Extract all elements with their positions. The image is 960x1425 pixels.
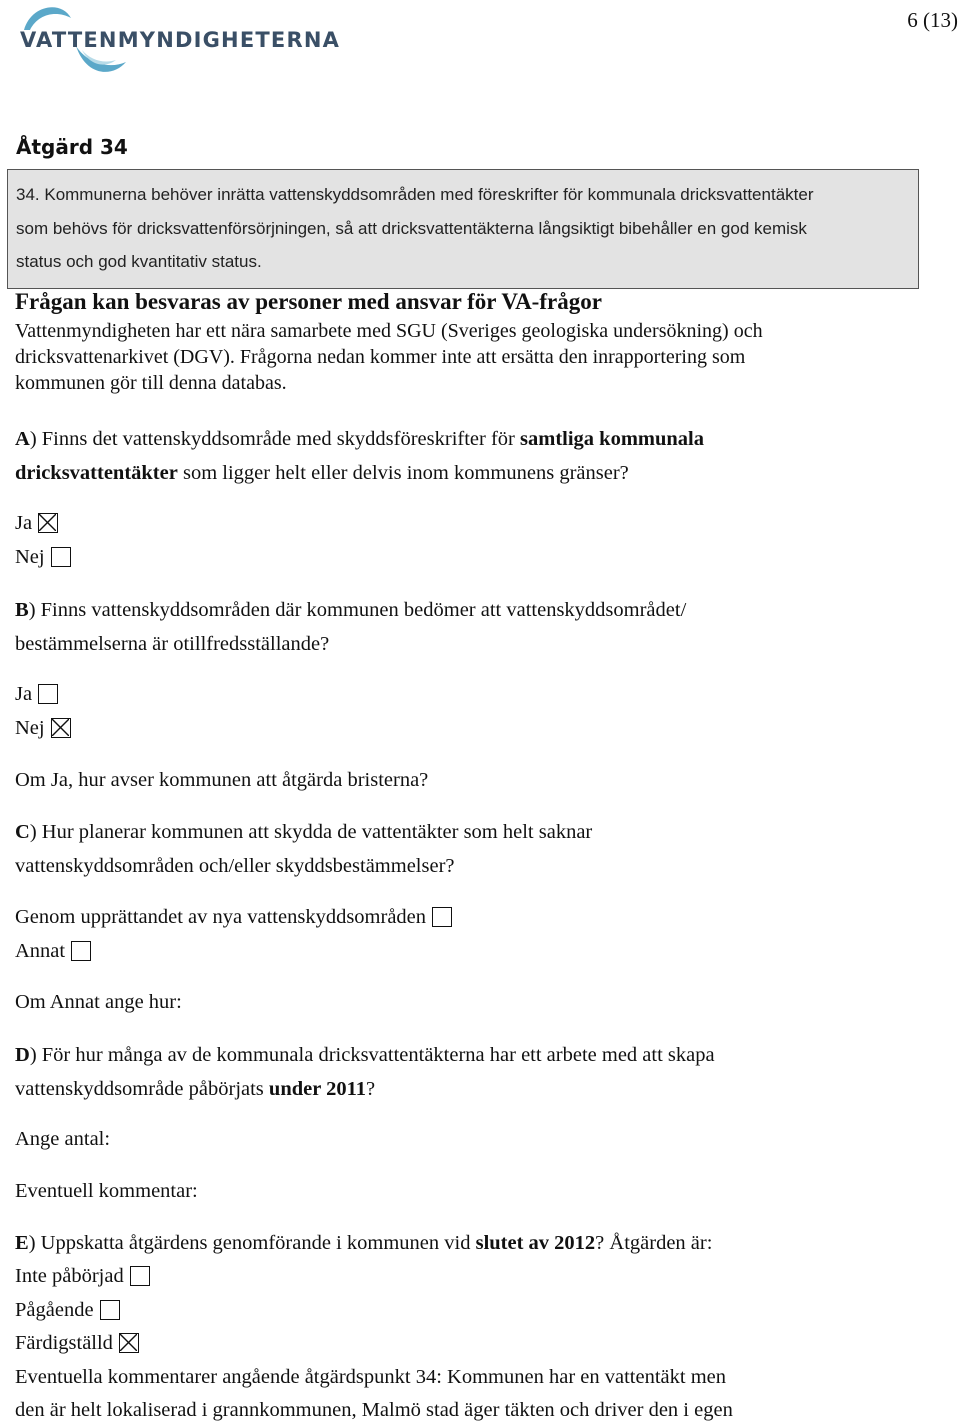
option-e-not-started[interactable] <box>15 1265 150 1288</box>
question-text: ) Finns det vattenskyddsområde med skyddsföreskrifter för <box>29 428 521 450</box>
question-text: ? Åtgärden är: <box>595 1232 713 1254</box>
question-text: ? <box>365 1077 376 1100</box>
option-c-new-areas[interactable] <box>15 906 452 929</box>
option-label: Ja <box>15 683 33 705</box>
measure-description <box>16 178 896 279</box>
measure-line: som behövs för dricksvattenförsörjningen, så att dricksvattentäkterna långsiktigt bibehåller en god kemisk <box>16 218 807 238</box>
question-text: som ligger helt eller delvis inom kommunens gränser? <box>177 461 629 484</box>
option-e-completed[interactable] <box>15 1332 139 1355</box>
question-letter: A <box>15 428 30 450</box>
question-letter: E <box>15 1232 29 1254</box>
option-b-ja[interactable] <box>15 683 58 706</box>
option-a-nej[interactable] <box>15 546 71 569</box>
question-text: ) Uppskatta åtgärdens genomförande i kommunen vid <box>28 1232 476 1254</box>
question-text: ) För hur många av de kommunala dricksvattentäkterna har ett arbete med att skapa <box>29 1044 715 1066</box>
checkbox-unchecked[interactable] <box>51 547 71 567</box>
intro-line: Vattenmyndigheten har ett nära samarbete med SGU (Sveriges geologiska undersökning) och <box>15 320 763 342</box>
count-label: Ange antal: <box>15 1128 111 1150</box>
question-text: vattenskyddsområden och/eller skyddsbestämmelser? <box>15 854 455 877</box>
question-text: vattenskyddsområde påbörjats <box>15 1077 269 1100</box>
checkbox-unchecked[interactable] <box>38 684 58 704</box>
checkbox-unchecked[interactable] <box>71 941 91 961</box>
question-emphasis: samtliga kommunala <box>520 428 704 450</box>
logo <box>16 0 341 80</box>
option-a-ja[interactable] <box>15 512 58 535</box>
measure-line: 34. Kommunerna behöver inrätta vattenskyddsområden med föreskrifter för kommunala dricksvattentäkter <box>16 185 814 204</box>
option-label: Nej <box>15 717 45 739</box>
question-letter: B <box>15 599 29 621</box>
intro-line: dricksvattenarkivet (DGV). Frågorna nedan kommer inte att ersätta den inrapportering som <box>15 346 746 368</box>
intro-text <box>15 318 915 396</box>
measure-heading: Åtgärd 34 <box>16 135 128 159</box>
question-text: bestämmelserna är otillfredsställande? <box>15 632 330 655</box>
question-b <box>15 594 915 661</box>
checkbox-checked[interactable] <box>51 718 71 738</box>
question-emphasis: dricksvattentäkter <box>15 461 178 484</box>
question-emphasis: slutet av 2012 <box>475 1232 596 1254</box>
comments-line: Eventuella kommentarer angående åtgärdspunkt 34: Kommunen har en vattentäkt men <box>15 1366 726 1388</box>
question-d <box>15 1039 915 1106</box>
checkbox-checked[interactable] <box>38 513 58 533</box>
option-e-ongoing[interactable] <box>15 1299 120 1322</box>
checkbox-unchecked[interactable] <box>100 1300 120 1320</box>
question-b-followup: Om Ja, hur avser kommunen att åtgärda bristerna? <box>15 769 429 791</box>
intro-line: kommunen gör till denna databas. <box>15 372 287 394</box>
checkbox-unchecked[interactable] <box>432 907 452 927</box>
question-letter: C <box>15 821 30 843</box>
option-c-other[interactable] <box>15 940 91 963</box>
question-c-followup: Om Annat ange hur: <box>15 991 182 1013</box>
measure-description-box <box>7 169 919 289</box>
question-e <box>15 1232 915 1255</box>
checkbox-checked[interactable] <box>119 1333 139 1353</box>
logo-text: VATTENMYNDIGHETERNA <box>20 28 341 52</box>
question-emphasis: under 2011 <box>268 1077 366 1100</box>
page-number: 6 (13) <box>907 8 958 32</box>
option-b-nej[interactable] <box>15 717 71 740</box>
question-c <box>15 816 915 883</box>
question-a <box>15 423 915 490</box>
measure-line: status och god kvantitativ status. <box>16 252 262 271</box>
option-label: Inte påbörjad <box>15 1265 124 1287</box>
option-label: Ja <box>15 512 33 534</box>
option-label: Annat <box>15 940 66 962</box>
question-text: ) Hur planerar kommunen att skydda de vattentäkter som helt saknar <box>29 821 593 843</box>
question-text: ) Finns vattenskyddsområden där kommunen bedömer att vattenskyddsområdet/ <box>28 599 687 621</box>
question-letter: D <box>15 1044 30 1066</box>
option-label: Pågående <box>15 1299 94 1321</box>
option-label: Genom upprättandet av nya vattenskyddsområden <box>15 906 427 928</box>
respondent-note: Frågan kan besvaras av personer med ansvar för VA-frågor <box>15 289 602 314</box>
option-label: Nej <box>15 546 45 568</box>
comments-line: den är helt lokaliserad i grannkommunen, Malmö stad äger täkten och driver den i egen <box>15 1399 733 1421</box>
comment-label: Eventuell kommentar: <box>15 1180 198 1202</box>
checkbox-unchecked[interactable] <box>130 1266 150 1286</box>
option-label: Färdigställd <box>15 1332 113 1354</box>
